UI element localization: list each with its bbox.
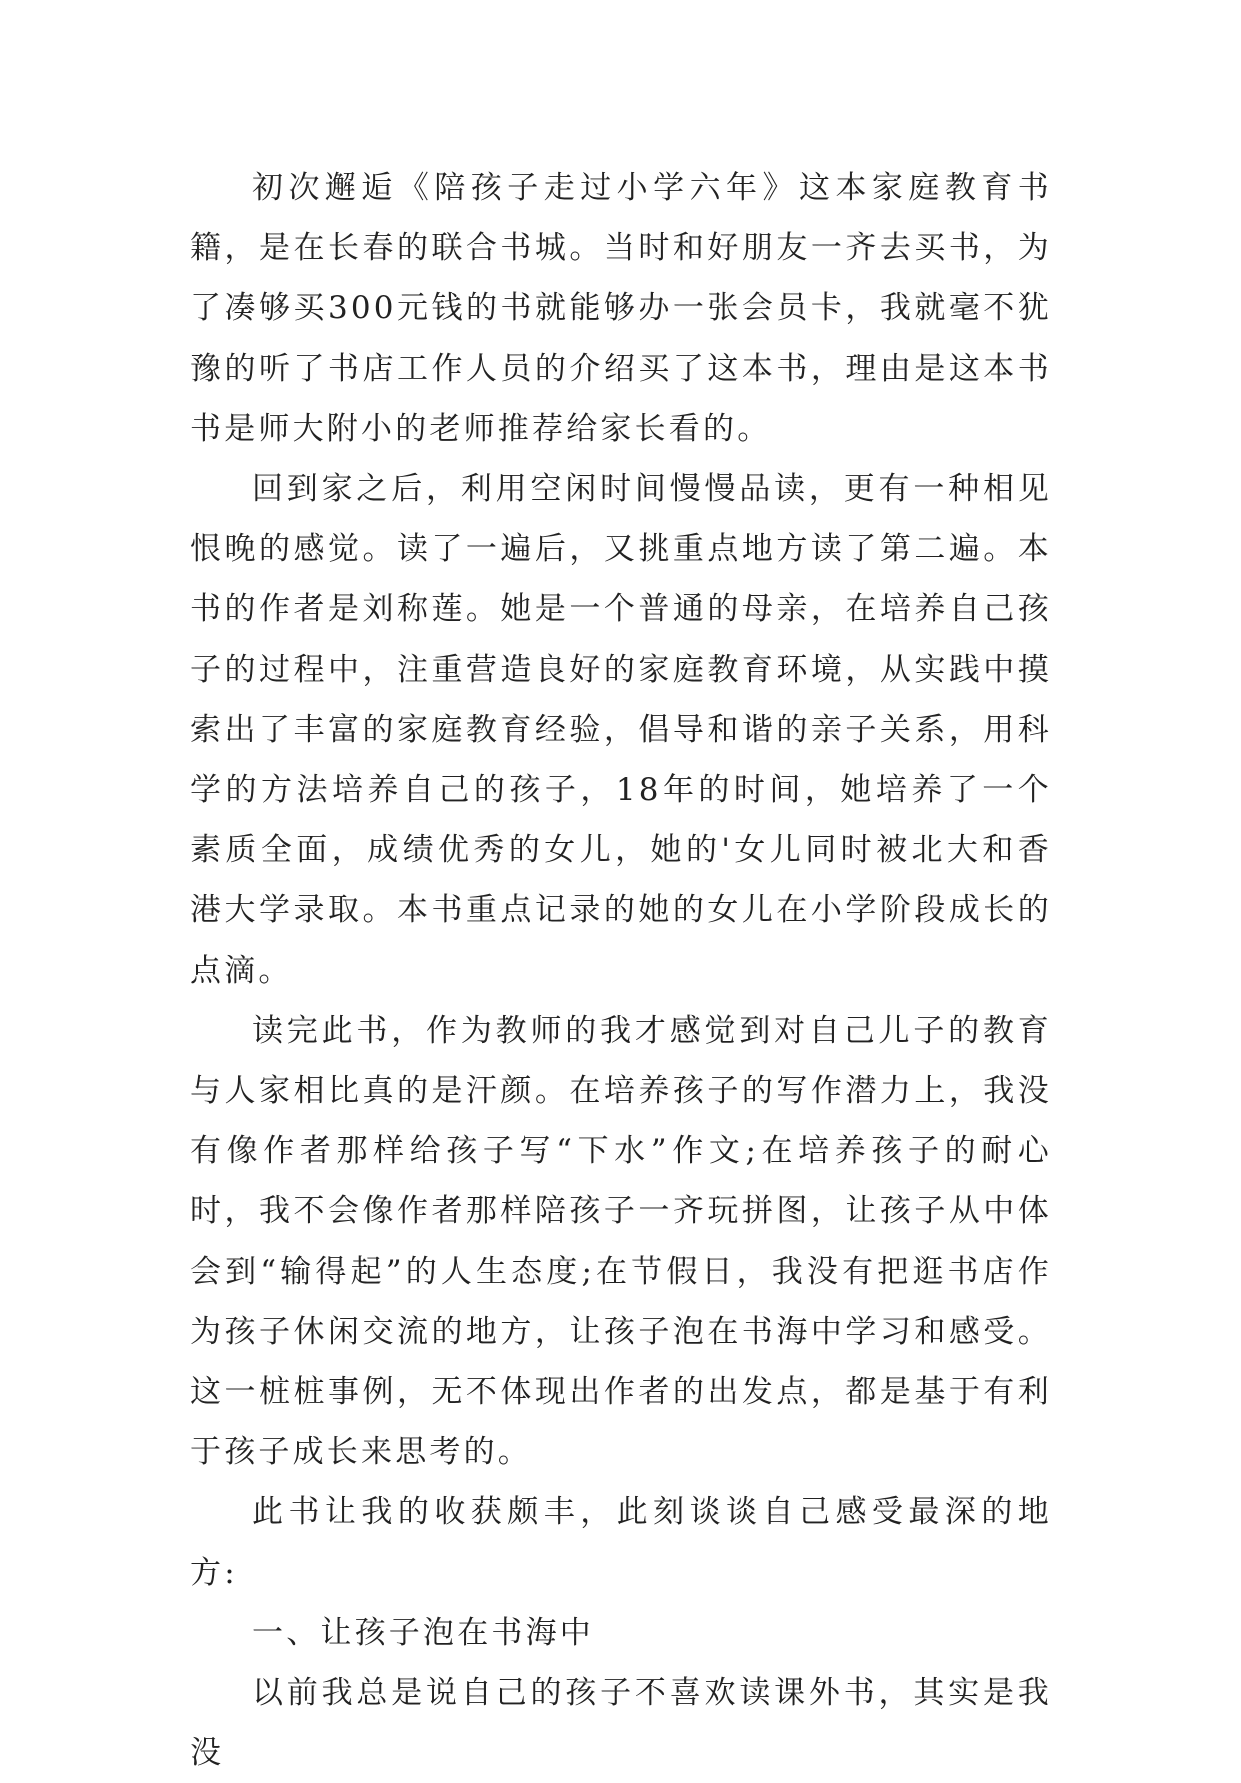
document-body xyxy=(190,158,1052,1783)
paragraph-1: 初次邂逅《陪孩子走过小学六年》这本家庭教育书籍，是在长春的联合书城。当时和好朋友一齐去买书，为了凑够买300元钱的书就能够办一张会员卡，我就毫不犹豫的听了书店工作人员的介绍买了这本书，理由是这本书书是师大附小的老师推荐给家长看的。 xyxy=(190,170,1052,447)
paragraph-3: 读完此书，作为教师的我才感觉到对自己儿子的教育与人家相比真的是汗颜。在培养孩子的写作潜力上，我没有像作者那样给孩子写“下水”作文;在培养孩子的耐心时，我不会像作者那样陪孩子一齐玩拼图，让孩子从中体会到“输得起”的人生态度;在节假日，我没有把逛书店作为孩子休闲交流的地方，让孩子泡在书海中学习和感受。这一桩桩事例，无不体现出作者的出发点，都是基于有利于孩子成长来思考的。 xyxy=(190,1012,1052,1471)
paragraph-4: 此书让我的收获颇丰，此刻谈谈自己感受最深的地方: xyxy=(190,1494,1052,1591)
section-heading: 一、让孩子泡在书海中 xyxy=(252,1614,594,1651)
paragraph-5: 以前我总是说自己的孩子不喜欢读课外书，其实是我没 xyxy=(190,1675,1052,1772)
paragraph-2: 回到家之后，利用空闲时间慢慢品读，更有一种相见恨晚的感觉。读了一遍后，又挑重点地方读了第二遍。本书的作者是刘称莲。她是一个普通的母亲，在培养自己孩子的过程中，注重营造良好的家庭教育环境，从实践中摸索出了丰富的家庭教育经验，倡导和谐的亲子关系，用科学的方法培养自己的孩子，18年的时间，她培养了一个素质全面，成绩优秀的女儿，她的'女儿同时被北大和香港大学录取。本书重点记录的她的女儿在小学阶段成长的点滴。 xyxy=(190,471,1052,989)
